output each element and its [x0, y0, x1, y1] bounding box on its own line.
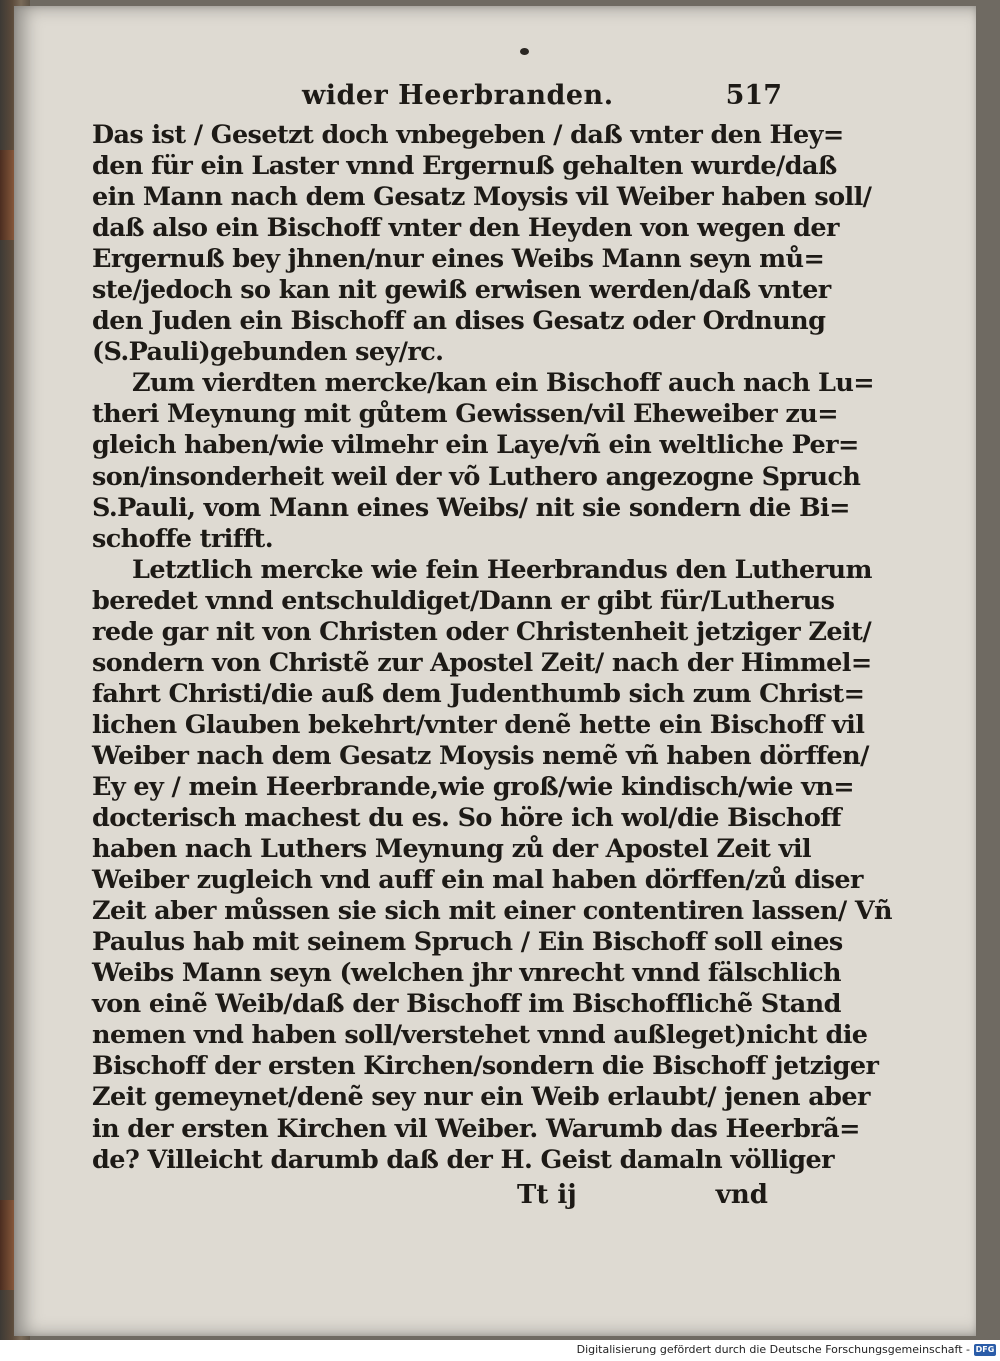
text-line: ein Mann nach dem Gesatz Moysis vil Weiber haben soll/ [92, 182, 872, 213]
paper-hole [520, 48, 529, 55]
text-line: Das ist / Gesetzt doch vnbegeben / daß vnter den Hey= [92, 120, 844, 150]
text-line: Weiber zugleich vnd auff ein mal haben dörffen/zů diser [92, 865, 863, 896]
text-line: Letztlich mercke wie fein Heerbrandus den Lutherum [132, 554, 872, 585]
text-line: Paulus hab mit seinem Spruch / Ein Bischoff soll eines [92, 927, 843, 958]
text-line: Weiber nach dem Gesatz Moysis nemẽ vñ haben dörffen/ [92, 740, 869, 771]
running-head [92, 80, 782, 120]
page-text-block [92, 80, 892, 1218]
text-line: in der ersten Kirchen vil Weiber. Warumb das Heerbrã= [92, 1113, 860, 1144]
text-line: daß also ein Bischoff vnter den Heyden von wegen der [92, 213, 839, 244]
dfg-logo: DFG [975, 1345, 995, 1354]
text-line: Bischoff der ersten Kirchen/sondern die Bischoff jetziger [92, 1051, 879, 1082]
text-line: beredet vnnd entschuldiget/Dann er gibt für/Lutherus [92, 585, 835, 616]
text-line: haben nach Luthers Meynung zů der Apostel Zeit vil [92, 834, 812, 865]
text-line: theri Meynung mit gůtem Gewissen/vil Eheweiber zu= [92, 399, 839, 430]
body-text [92, 120, 892, 1176]
page-number: 517 [725, 80, 782, 111]
text-line: gleich haben/wie vilmehr ein Laye/vñ ein weltliche Per= [92, 430, 859, 461]
text-line: lichen Glauben bekehrt/vnter denẽ hette ein Bischoff vil [92, 709, 865, 740]
signature-mark: Tt ij [517, 1179, 577, 1210]
text-line: Ergernuß bey jhnen/nur eines Weibs Mann seyn mů= [92, 244, 825, 275]
text-line: den für ein Laster vnnd Ergernuß gehalten wurde/daß [92, 151, 837, 182]
catchword-line [92, 1178, 782, 1218]
text-line: fahrt Christi/die auß dem Judenthumb sich zum Christ= [92, 678, 865, 709]
text-line: Zum vierdten mercke/kan ein Bischoff auch nach Lu= [132, 368, 875, 399]
text-line: den Juden ein Bischoff an dises Gesatz oder Ordnung [92, 306, 826, 337]
text-line: son/insonderheit weil der võ Luthero angezogne Spruch [92, 461, 861, 492]
funding-credit: Digitalisierung gefördert durch die Deutsche Forschungsgemeinschaft - [576, 1343, 970, 1356]
footer-bar [0, 1340, 1000, 1361]
text-line: rede gar nit von Christen oder Christenheit jetziger Zeit/ [92, 616, 872, 647]
text-line: Zeit aber můssen sie sich mit einer contentiren lassen/ Vñ [92, 896, 892, 927]
text-line: Ey ey / mein Heerbrande,wie groß/wie kindisch/wie vn= [92, 771, 855, 802]
text-line: Weibs Mann seyn (welchen jhr vnrecht vnnd fälschlich [92, 958, 841, 989]
text-line: von einẽ Weib/daß der Bischoff im Bischofflichẽ Stand [92, 989, 841, 1020]
text-line: schoffe trifft. [92, 523, 273, 554]
text-line: ste/jedoch so kan nit gewiß erwisen werden/daß vnter [92, 275, 831, 306]
text-line: nemen vnd haben soll/verstehet vnnd außleget)nicht die [92, 1020, 868, 1051]
catchword: vnd [715, 1179, 768, 1210]
text-line: de? Villeicht darumb daß der H. Geist damaln völliger [92, 1144, 834, 1175]
text-line: (S.Pauli)gebunden sey/rc. [92, 337, 444, 368]
text-line: S.Pauli, vom Mann eines Weibs/ nit sie sondern die Bi= [92, 492, 850, 523]
text-line: docterisch machest du es. So höre ich wol/die Bischoff [92, 803, 841, 834]
running-title: wider Heerbranden. [302, 80, 614, 111]
text-line: Zeit gemeynet/denẽ sey nur ein Weib erlaubt/ jenen aber [92, 1082, 870, 1113]
text-line: sondern von Christẽ zur Apostel Zeit/ nach der Himmel= [92, 647, 872, 678]
